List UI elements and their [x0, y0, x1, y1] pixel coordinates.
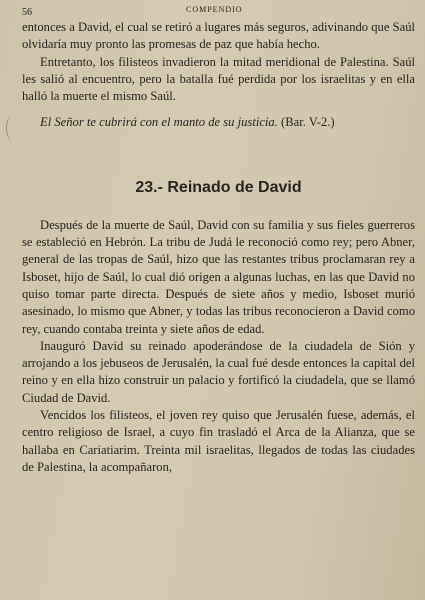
quote-reference: (Bar. V-2.): [281, 115, 335, 130]
paragraph-sion: Inauguró David su reinado apoderándose de la ciudadela de Sión y arrojando a los jebuseos de Jerusalén, la cual fué desde entonces la capital del reino y en ella hizo construir un palacio y fortificó la ciudadela, que se llamó Ciudad de David.: [22, 338, 415, 405]
scripture-quote: [22, 114, 415, 131]
chapter-title: 23.- Reinado de David: [135, 178, 302, 196]
paragraph-ark: Vencidos los filisteos, el joven rey quiso que Jerusalén fuese, además, el centro religioso de Israel, a cuyo fin trasladó el Arca de la Alianza, que se hallaba en Cariatiarim. Treinta mil israelitas, llegados de todas las ciudades de Palestina, la acompañaron,: [22, 408, 415, 474]
page-header: [0, 5, 425, 19]
page-number: 56: [22, 7, 32, 18]
page-body: [22, 19, 415, 476]
paragraph-continued: entonces a David, el cual se retiró a lugares más seguros, adivinando que Saúl olvidaría muy pronto las promesas de paz que había hecho.: [22, 20, 415, 52]
pencil-bracket-mark: [6, 115, 19, 141]
running-title: COMPENDIO: [186, 5, 243, 14]
quote-text: El Señor te cubrirá con el manto de su justicia.: [40, 115, 278, 130]
paragraph-after-saul: Después de la muerte de Saúl, David con su familia y sus fieles guerreros se estableció en Hebrón. La tribu de Judá le reconoció como rey; pero Abner, general de las tropas de Saúl, hizo que las restantes tribus proclamaran rey a Isboset, hijo de Saúl, lo cual dió origen a algunas luchas, en las que David no quiso tomar parte directa. Después de siete años y medio, Isboset murió asesinado, lo mismo que Abner, y todas las tribus reconocieron a David como rey, cuando contaba treinta y siete años de edad.: [22, 217, 415, 336]
paragraph-philistines: Entretanto, los filisteos invadieron la mitad meridional de Palestina. Saúl les salió al encuentro, pero la batalla fué perdida por los israelitas y en ella halló la muerte el mismo Saúl.: [22, 54, 415, 104]
